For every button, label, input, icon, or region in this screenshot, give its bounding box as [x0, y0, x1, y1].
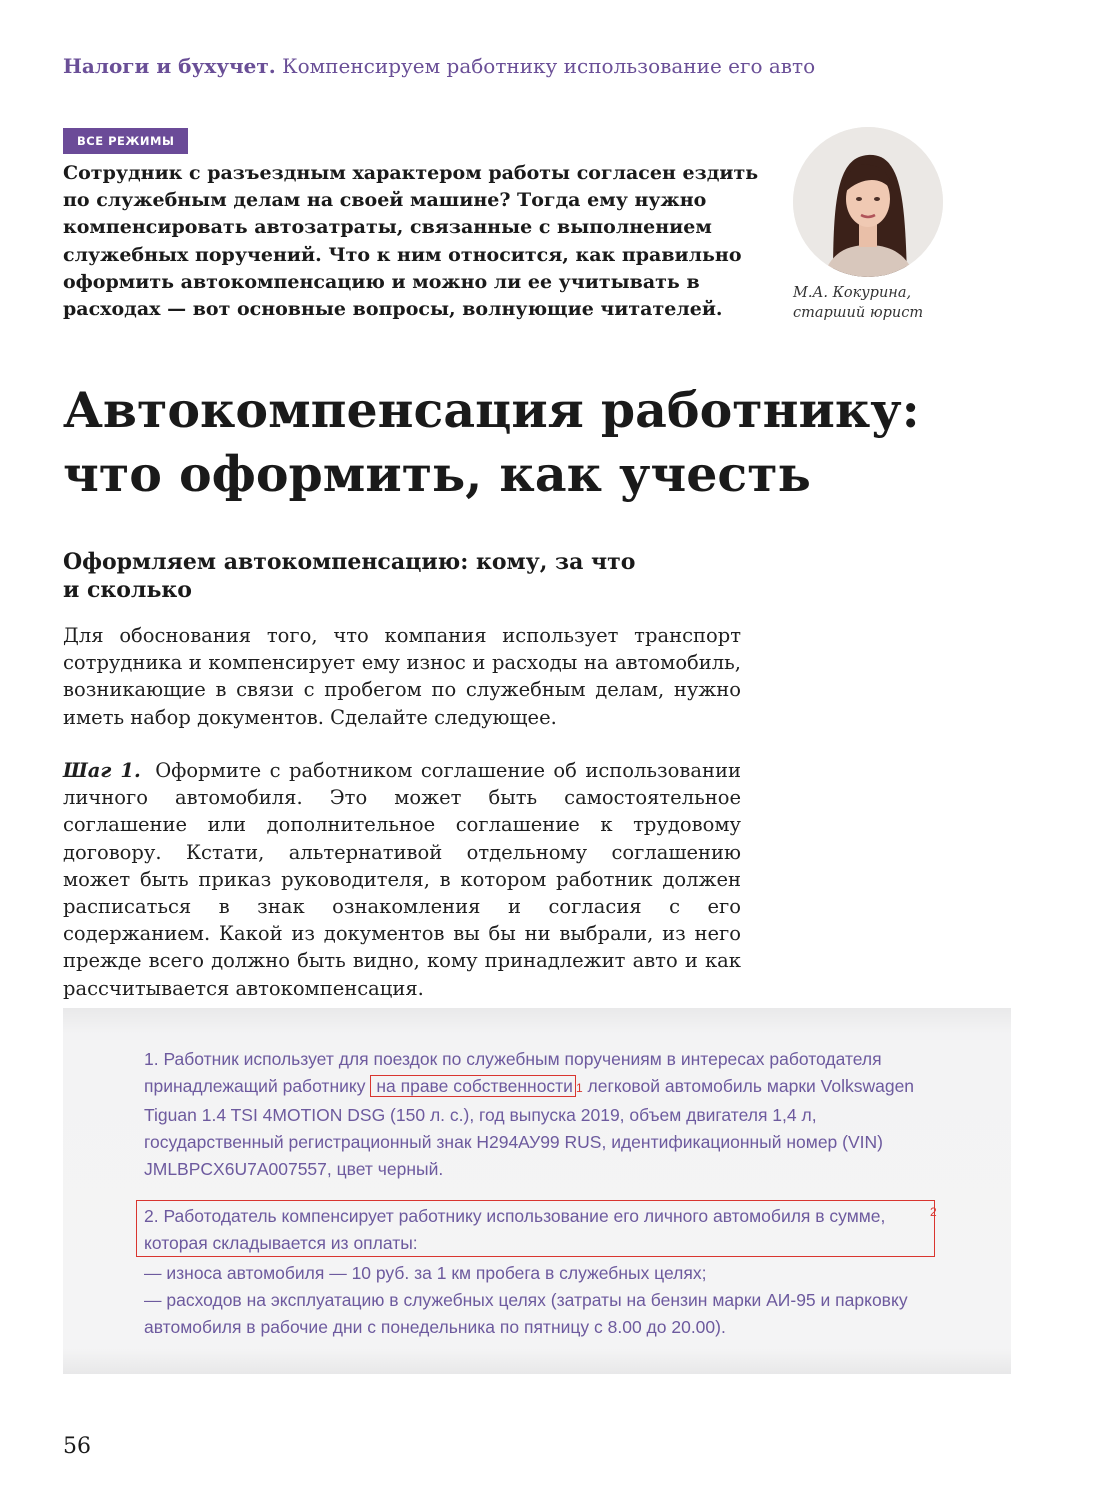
dash-item-wear: — износа автомобиля — 10 руб. за 1 км пробега в служебных целях;: [144, 1263, 707, 1283]
article-topic: Компенсируем работнику использование его авто: [282, 54, 816, 78]
subheading-line-2: и сколько: [63, 577, 192, 603]
callout-2: 2: [930, 1205, 937, 1219]
author-photo: [793, 127, 943, 277]
callout-1: 1: [575, 1081, 583, 1095]
clause-1-start: 1. Работник использует для поездок по служебным поручениям в интересах работодателя принадлежащий работнику: [144, 1049, 882, 1096]
intro-paragraph: Для обоснования того, что компания использует транспорт сотрудника и компенсирует ему износ и расходы на автомобиль, возникающие в связи с пробегом по служебным делам, нужно иметь набор документов. Сделайте следующее.: [63, 624, 741, 729]
author-portrait-icon: [793, 127, 943, 277]
section-heading: [63, 548, 763, 604]
dash-item-expenses: — расходов на эксплуатацию в служебных целях (затраты на бензин марки АИ-95 и парковку автомобиля в рабочие дни с понедельника по пятницу с 8.00 до 20.00).: [144, 1290, 908, 1337]
step-1-label: Шаг 1.: [63, 759, 141, 782]
page-number: 56: [63, 1434, 91, 1459]
lead-paragraph: Сотрудник с разъездным характером работы согласен ездить по служебным делам на своей машине? Тогда ему нужно компенсировать автозатраты, связанные с выполнением служебных поручений. Что к ним относится, как правильно оформить автокомпенсацию и можно ли ее учитывать в расходах — вот основные вопросы, волнующие читателей.: [63, 162, 759, 321]
sample-clause-1: [144, 1046, 944, 1183]
ownership-highlight: на праве собственности: [370, 1075, 576, 1097]
sample-clause-2: 2. Работодатель компенсирует работнику использование его личного автомобиля в сумме, которая складывается из оплаты:: [144, 1206, 886, 1253]
sample-dash-list: [144, 1260, 944, 1341]
author-caption: [793, 283, 923, 323]
author-name: М.А. Кокурина,: [793, 285, 912, 301]
regime-badge: ВСЕ РЕЖИМЫ: [63, 128, 188, 154]
running-head: [63, 54, 815, 78]
clause-1-end: легковой автомобиль марки Volkswagen Tiguan 1.4 TSI 4MOTION DSG (150 л. с.), год выпуска 2019, объем двигателя 1,4 л, государственный регистрационный знак Н294АУ99 RUS, идентификационный номер (VIN) JMLBPCX6U7A007557, цвет черный.: [144, 1076, 915, 1179]
title-line-1: Автокомпенсация работнику:: [63, 381, 920, 439]
step-1-text: Оформите с работником соглашение об использовании личного автомобиля. Это может быть самостоятельное соглашение или дополнительное соглашение к трудовому договору. Кстати, альтернативой отдельному соглашению может быть приказ руководителя, в котором работник должен расписаться в знак ознакомления и согласия с его содержанием. Какой из документов вы бы ни выбрали, из него прежде всего должно быть видно, кому принадлежит авто и как рассчитывается автокомпенсация.: [63, 759, 741, 1000]
author-role: старший юрист: [793, 305, 924, 321]
subheading-line-1: Оформляем автокомпенсацию: кому, за что: [63, 549, 636, 575]
step-1-paragraph: [63, 757, 741, 1002]
title-line-2: что оформить, как учесть: [63, 445, 811, 503]
article-title: [63, 378, 1063, 506]
section-name: Налоги и бухучет.: [63, 54, 276, 78]
